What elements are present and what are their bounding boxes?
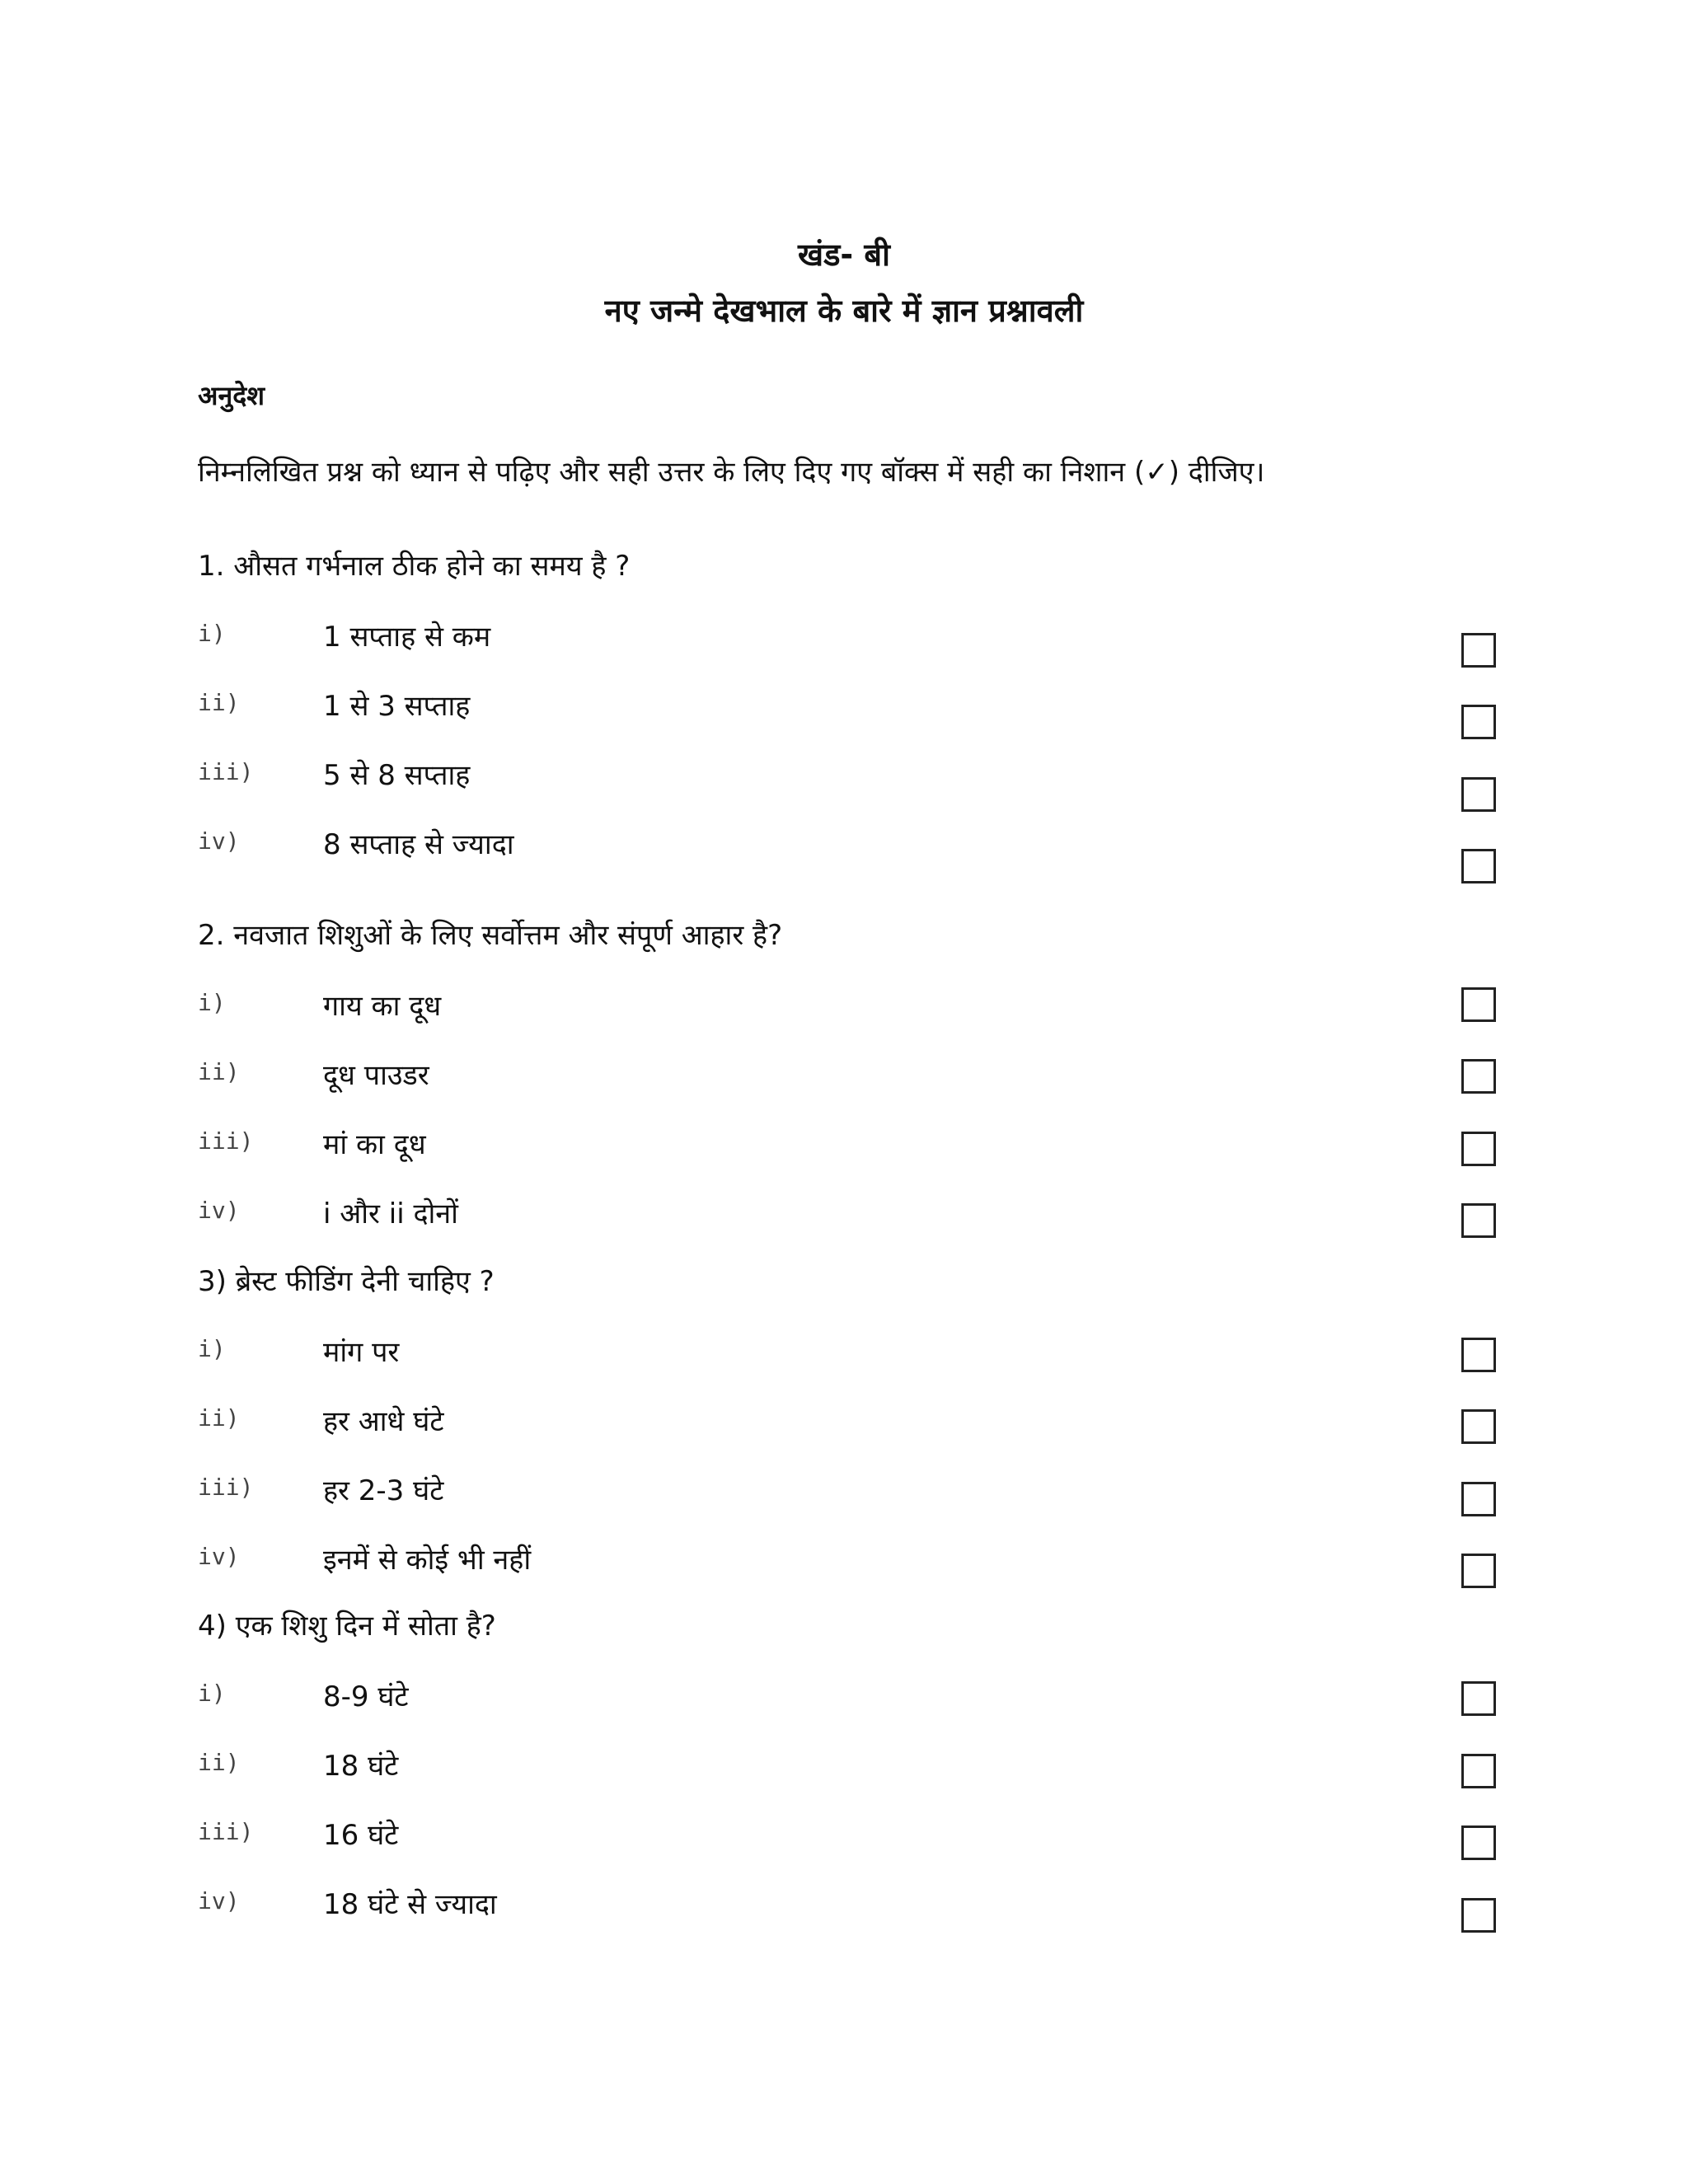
option-number: i) <box>198 620 226 647</box>
question-2-text: 2. नवजात शिशुओं के लिए सर्वोत्तम और संपूर्ण आहार है? <box>198 919 783 952</box>
option-number: iv) <box>198 1543 240 1570</box>
option-number: ii) <box>198 1749 240 1776</box>
option-text: हर 2-3 घंटे <box>323 1474 444 1507</box>
answer-checkbox[interactable] <box>1461 1059 1496 1094</box>
answer-checkbox[interactable] <box>1461 1898 1496 1933</box>
option-text: दूध पाउडर <box>323 1059 429 1092</box>
option-number: ii) <box>198 1058 240 1085</box>
option-number: iii) <box>198 1474 254 1501</box>
option-text: i और ii दोनों <box>323 1197 458 1230</box>
option-text: 16 घंटे <box>323 1819 399 1852</box>
answer-checkbox[interactable] <box>1461 1482 1496 1516</box>
answer-checkbox[interactable] <box>1461 777 1496 812</box>
option-text: 5 से 8 सप्ताह <box>323 759 471 792</box>
option-number: i) <box>198 1335 226 1362</box>
answer-checkbox[interactable] <box>1461 705 1496 739</box>
option-number: i) <box>198 989 226 1016</box>
section-title: खंड- बी <box>798 237 890 273</box>
option-number: iii) <box>198 758 254 785</box>
option-text: मांग पर <box>323 1336 400 1369</box>
question-4-text: 4) एक शिशु दिन में सोता है? <box>198 1610 496 1643</box>
answer-checkbox[interactable] <box>1461 1132 1496 1166</box>
option-text: 8 सप्ताह से ज्यादा <box>323 828 514 861</box>
answer-checkbox[interactable] <box>1461 849 1496 883</box>
option-number: ii) <box>198 689 240 716</box>
instructions-text: निम्नलिखित प्रश्न को ध्यान से पढ़िए और सही उत्तर के लिए दिए गए बॉक्स में सही का निशान (✓) दीजिए। <box>198 456 1265 489</box>
option-number: iv) <box>198 827 240 855</box>
option-text: 1 से 3 सप्ताह <box>323 690 471 723</box>
answer-checkbox[interactable] <box>1461 1203 1496 1238</box>
option-text: गाय का दूध <box>323 990 442 1023</box>
answer-checkbox[interactable] <box>1461 1754 1496 1788</box>
question-1-text: 1. औसत गर्भनाल ठीक होने का समय है ? <box>198 550 631 583</box>
option-text: 8-9 घंटे <box>323 1680 409 1713</box>
answer-checkbox[interactable] <box>1461 1554 1496 1588</box>
answer-checkbox[interactable] <box>1461 633 1496 668</box>
instructions-heading: अनुदेश <box>198 380 265 411</box>
option-text: मां का दूध <box>323 1128 426 1161</box>
option-text: हर आधे घंटे <box>323 1405 444 1438</box>
option-number: iv) <box>198 1887 240 1915</box>
option-number: iii) <box>198 1818 254 1845</box>
answer-checkbox[interactable] <box>1461 1681 1496 1716</box>
option-number: iv) <box>198 1197 240 1224</box>
option-number: iii) <box>198 1127 254 1155</box>
option-number: ii) <box>198 1404 240 1432</box>
option-text: इनमें से कोई भी नहीं <box>323 1544 532 1577</box>
page-title: नए जन्मे देखभाल के बारे में ज्ञान प्रश्नावली <box>604 293 1084 329</box>
option-text: 1 सप्ताह से कम <box>323 621 491 654</box>
answer-checkbox[interactable] <box>1461 987 1496 1022</box>
question-3-text: 3) ब्रेस्ट फीडिंग देनी चाहिए ? <box>198 1265 495 1298</box>
option-text: 18 घंटे <box>323 1750 399 1783</box>
option-text: 18 घंटे से ज्यादा <box>323 1888 497 1921</box>
answer-checkbox[interactable] <box>1461 1338 1496 1372</box>
answer-checkbox[interactable] <box>1461 1825 1496 1860</box>
option-number: i) <box>198 1680 226 1707</box>
answer-checkbox[interactable] <box>1461 1409 1496 1444</box>
